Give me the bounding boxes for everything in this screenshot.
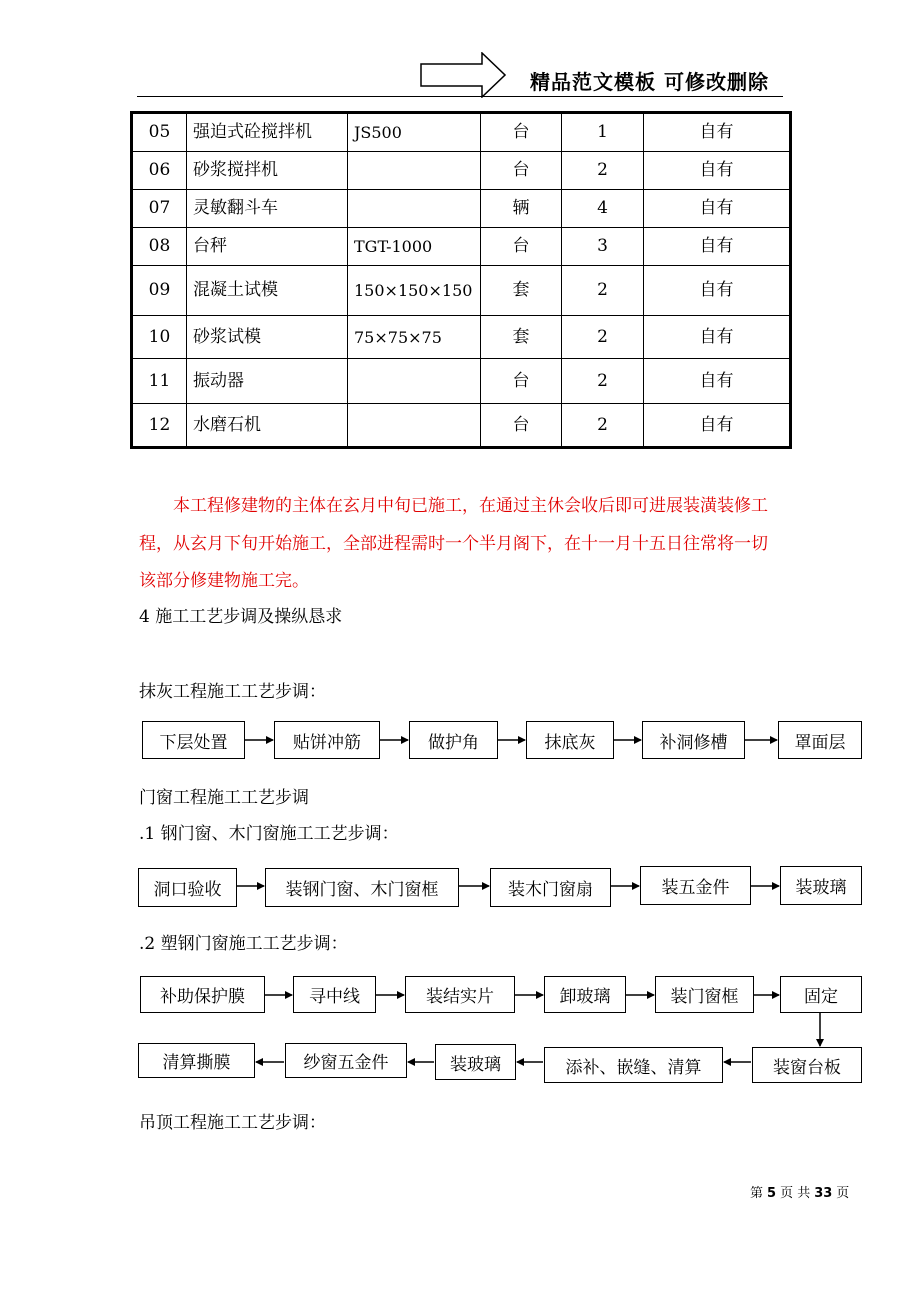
footer-prefix: 第 (750, 1186, 764, 1201)
equipment-source: 自有 (644, 404, 791, 448)
equipment-source: 自有 (644, 152, 791, 190)
plaster-step-2: 贴饼冲筋 (274, 721, 380, 759)
plaster-step-5: 补洞修槽 (642, 721, 745, 759)
equipment-name: 振动器 (187, 359, 348, 404)
equipment-quantity: 2 (562, 359, 644, 404)
equipment-name: 砂浆搅拌机 (187, 152, 348, 190)
row-number: 09 (132, 266, 187, 316)
footer-mid: 页 共 (780, 1186, 811, 1201)
plastic-steel-step-8: 添补、嵌缝、清算 (544, 1047, 723, 1083)
plaster-step-1: 下层处置 (142, 721, 245, 759)
equipment-name: 灵敏翻斗车 (187, 190, 348, 228)
row-number: 06 (132, 152, 187, 190)
equipment-quantity: 3 (562, 228, 644, 266)
plastic-steel-step-7: 装窗台板 (752, 1047, 862, 1083)
row-number: 10 (132, 316, 187, 359)
equipment-unit: 台 (481, 152, 562, 190)
footer-suffix: 页 (836, 1186, 850, 1201)
page-number: 5 (767, 1186, 777, 1201)
steel-wood-step-4: 装五金件 (640, 866, 751, 905)
page-footer (750, 1182, 853, 1201)
schedule-paragraph: 本工程修建物的主体在玄月中旬已施工，在通过主休会收后即可进展装潢装修工程，从玄月下旬开始施工，全部进程需时一个半月阁下，在十一月十五日往常将一切该部分修建物施工完。 (139, 496, 768, 591)
row-number: 11 (132, 359, 187, 404)
equipment-source: 自有 (644, 113, 791, 152)
equipment-unit: 台 (481, 113, 562, 152)
equipment-name: 强迫式砼搅拌机 (187, 113, 348, 152)
plastic-steel-step-1: 补助保护膜 (140, 976, 265, 1013)
equipment-model: JS500 (348, 113, 481, 152)
equipment-source: 自有 (644, 190, 791, 228)
plaster-step-6: 罩面层 (778, 721, 862, 759)
equipment-unit: 台 (481, 359, 562, 404)
plastic-steel-step-3: 装结实片 (405, 976, 515, 1013)
row-number: 07 (132, 190, 187, 228)
ceiling-label: 吊顶工程施工工艺步调： (139, 1113, 326, 1133)
equipment-unit: 台 (481, 404, 562, 448)
steel-wood-label: .1 钢门窗、木门窗施工工艺步调： (139, 824, 399, 844)
plastic-steel-step-11: 清算撕膜 (138, 1043, 255, 1078)
header-title: 精品范文模板 可修改删除 (530, 70, 769, 94)
equipment-name: 台秤 (187, 228, 348, 266)
plaster-step-3: 做护角 (409, 721, 498, 759)
plastic-steel-step-4: 卸玻璃 (544, 976, 626, 1013)
equipment-name: 砂浆试模 (187, 316, 348, 359)
equipment-source: 自有 (644, 266, 791, 316)
row-number: 08 (132, 228, 187, 266)
equipment-model: 75×75×75 (348, 316, 481, 359)
equipment-source: 自有 (644, 359, 791, 404)
equipment-model: 150×150×150 (348, 266, 481, 316)
row-number: 05 (132, 113, 187, 152)
equipment-name: 混凝土试模 (187, 266, 348, 316)
equipment-source: 自有 (644, 228, 791, 266)
equipment-quantity: 2 (562, 404, 644, 448)
steel-wood-step-3: 装木门窗扇 (490, 868, 611, 907)
equipment-quantity: 1 (562, 113, 644, 152)
plastic-steel-step-5: 装门窗框 (655, 976, 754, 1013)
doors-heading: 门窗工程施工工艺步调 (139, 788, 309, 808)
equipment-source: 自有 (644, 316, 791, 359)
equipment-quantity: 2 (562, 266, 644, 316)
equipment-quantity: 2 (562, 316, 644, 359)
equipment-unit: 辆 (481, 190, 562, 228)
plastic-steel-step-10: 纱窗五金件 (285, 1043, 407, 1078)
plastic-steel-label: .2 塑钢门窗施工工艺步调： (139, 934, 348, 954)
equipment-model: TGT-1000 (348, 228, 481, 266)
page-total: 33 (814, 1186, 833, 1201)
equipment-unit: 套 (481, 316, 562, 359)
equipment-unit: 台 (481, 228, 562, 266)
row-number: 12 (132, 404, 187, 448)
equipment-quantity: 2 (562, 152, 644, 190)
equipment-name: 水磨石机 (187, 404, 348, 448)
plastic-steel-step-2: 寻中线 (293, 976, 376, 1013)
section-heading: 4 施工工艺步调及操纵恳求 (139, 607, 343, 627)
steel-wood-step-1: 洞口验收 (138, 868, 237, 907)
plaster-step-4: 抹底灰 (526, 721, 614, 759)
equipment-quantity: 4 (562, 190, 644, 228)
plastic-steel-step-9: 装玻璃 (435, 1044, 516, 1080)
plaster-label: 抹灰工程施工工艺步调： (139, 682, 326, 702)
plastic-steel-step-6: 固定 (780, 976, 862, 1013)
steel-wood-step-2: 装钢门窗、木门窗框 (265, 868, 459, 907)
steel-wood-step-5: 装玻璃 (780, 866, 862, 905)
equipment-unit: 套 (481, 266, 562, 316)
